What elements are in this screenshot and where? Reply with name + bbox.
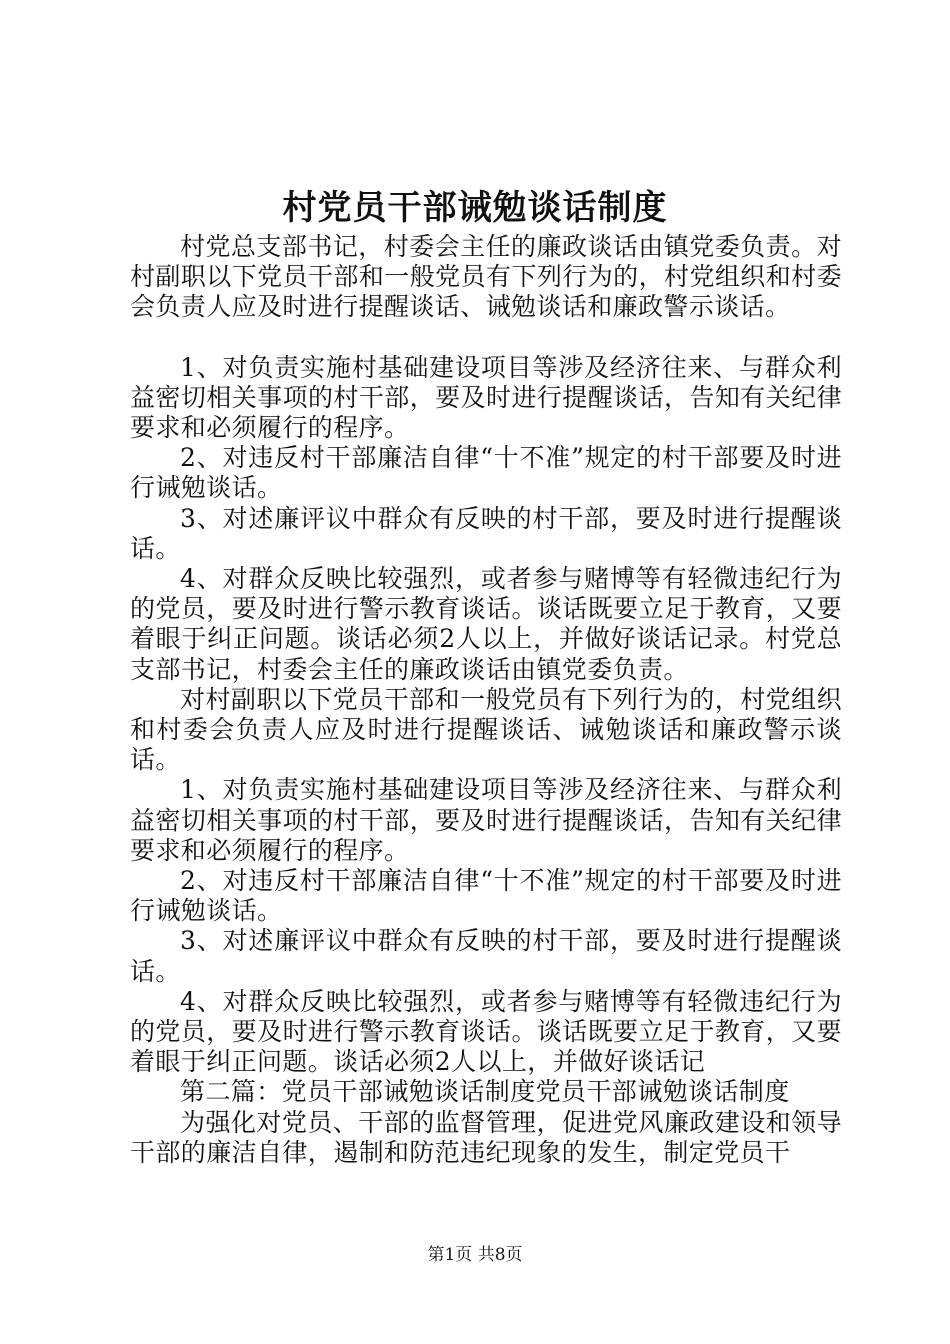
paragraph: 2、对违反村干部廉洁自律“十不准”规定的村干部要及时进行诫勉谈话。 [130,866,842,926]
paragraph: 3、对述廉评议中群众有反映的村干部，要及时进行提醒谈话。 [130,503,842,563]
section-heading: 第二篇：党员干部诫勉谈话制度党员干部诫勉谈话制度 [180,1077,790,1107]
paragraph: 村党总支部书记，村委会主任的廉政谈话由镇党委负责。对村副职以下党员干部和一般党员有下列行为的，村党组织和村委会负责人应及时进行提醒谈话、诫勉谈话和廉政警示谈话。 [130,232,842,322]
paragraph: 对村副职以下党员干部和一般党员有下列行为的，村党组织和村委会负责人应及时进行提醒谈话、诫勉谈话和廉政警示谈话。 [130,684,842,775]
paragraph-gap [130,323,842,353]
paragraph: 4、对群众反映比较强烈，或者参与赌博等有轻微违纪行为的党员，要及时进行警示教育谈话。谈话既要立足于教育，又要着眼于纠正问题。谈话必须2人以上，并做好谈话记录。村党总支部书记，村委会主任的廉政谈话由镇党委负责。 [130,564,842,684]
paragraph: 为强化对党员、干部的监督管理，促进党风廉政建设和领导干部的廉洁自律，遏制和防范违纪现象的发生，制定党员干 [130,1107,842,1167]
paragraph: 1、对负责实施村基础建设项目等涉及经济往来、与群众利益密切相关事项的村干部，要及时进行提醒谈话，告知有关纪律要求和必须履行的程序。 [130,352,842,443]
paragraph: 3、对述廉评议中群众有反映的村干部，要及时进行提醒谈话。 [130,926,842,986]
document-body [130,232,842,1168]
paragraph: 1、对负责实施村基础建设项目等涉及经济往来、与群众利益密切相关事项的村干部，要及时进行提醒谈话，告知有关纪律要求和必须履行的程序。 [130,775,842,865]
document-title: 村党员干部诫勉谈话制度 [282,188,668,228]
paragraph: 4、对群众反映比较强烈，或者参与赌博等有轻微违纪行为的党员，要及时进行警示教育谈话。谈话既要立足于教育，又要着眼于纠正问题。谈话必须2人以上，并做好谈话记 [130,986,842,1077]
page-number-footer: 第1页 共8页 [427,1245,523,1265]
paragraph: 2、对违反村干部廉洁自律“十不准”规定的村干部要及时进行诫勉谈话。 [130,443,842,503]
